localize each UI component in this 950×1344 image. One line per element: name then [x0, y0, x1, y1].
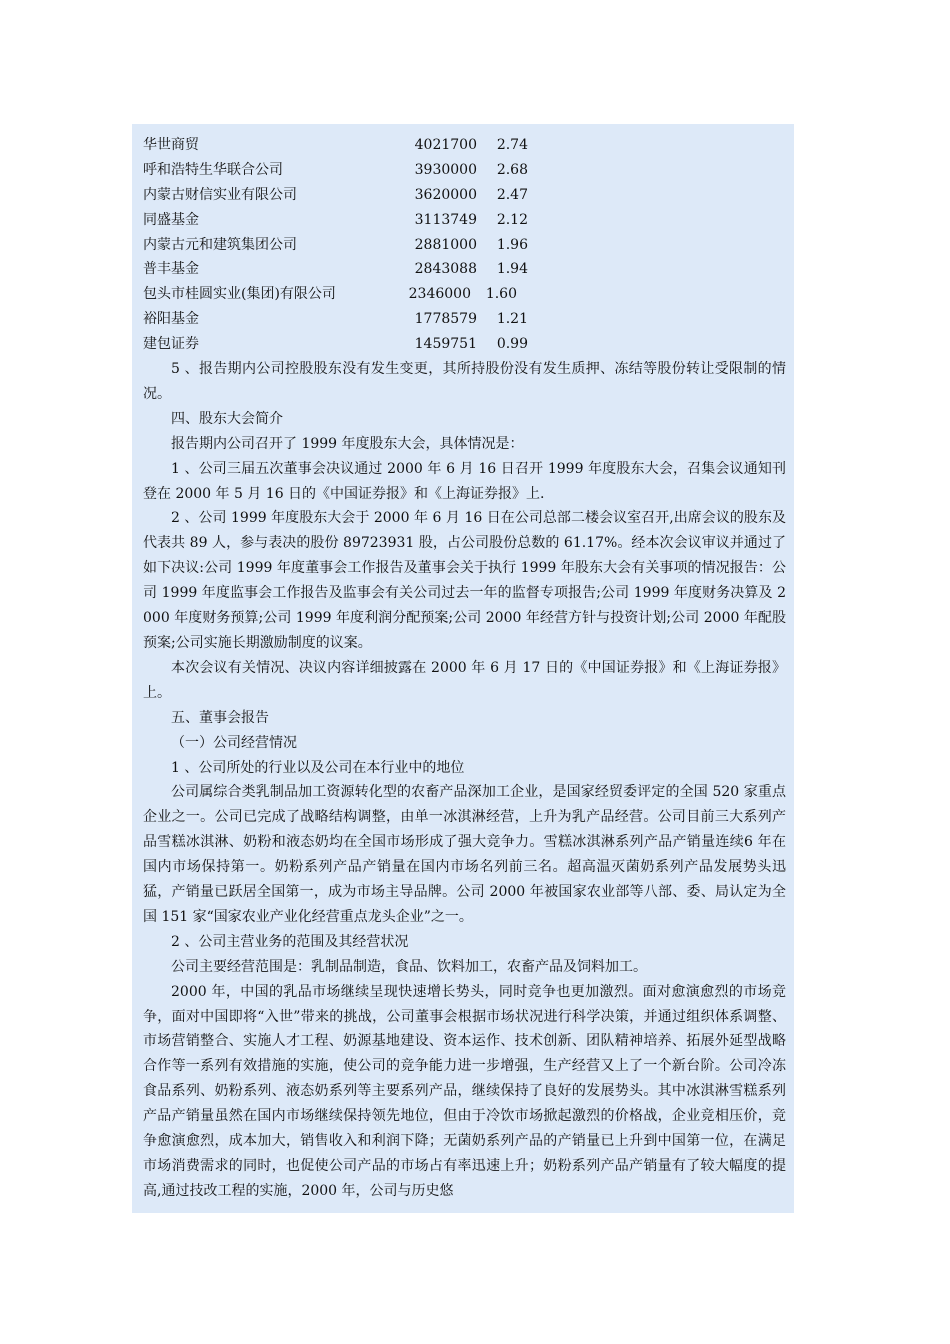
share-count: 1778579 — [414, 311, 477, 328]
paragraph-meeting-resolutions: 2 、公司 1999 年度股东大会于 2000 年 6 月 16 日在公司总部二楼会议室召开,出席会议的股东及代表共 89 人，参与表决的股份 89723931 股，占公司股份总数的 61.17%。经本次会议审议并通过了如下决议:公司 1999 年度董事会工作报告及董事会关于执行 1999 年股东大会有关事项的情况报告：公司 1999 年度监事会工作报告及监事会有关公司过去一年的监督专项报告;公司 1999 年度财务决算及 2000 年度财务预算;公司 1999 年度利润分配预案;公司 2000 年经营方针与投资计划;公司 2000 年配股预案;公司实施长期激励制度的议案。 — [143, 510, 786, 651]
share-count: 2346000 — [408, 286, 471, 303]
share-count: 2881000 — [414, 236, 477, 253]
share-count: 3620000 — [414, 186, 477, 203]
shareholder-name: 华世商贸 — [143, 137, 199, 153]
shareholder-name: 呼和浩特生华联合公司 — [143, 161, 283, 178]
share-count: 2843088 — [414, 261, 477, 278]
share-percent: 2.47 — [496, 186, 528, 203]
paragraph-market-2000: 2000 年，中国的乳品市场继续呈现快速增长势头，同时竞争也更加激烈。面对愈演愈烈的市场竞争，面对中国即将“入世”带来的挑战，公司董事会根据市场状况进行科学决策，并通过组织体系调整、市场营销整合、实施人才工程、奶源基地建设、资本运作、技术创新、团队精神培养、拓展外延型战略合作等一系列有效措施的实施，使公司的竞争能力进一步增强，生产经营又上了一个新台阶。公司冷冻食品系列、奶粉系列、液态奶系列等主要系列产品，继续保持了良好的发展势头。其中冰淇淋雪糕系列产品产销量虽然在国内市场继续保持领先地位，但由于冷饮市场掀起激烈的价格战，企业竞相压价，竞争愈演愈烈，成本加大，销售收入和利润下降；无菌奶系列产品的产销量已上升到中国第一位，在满足市场消费需求的同时，也促使公司产品的市场占有率迅速上升；奶粉系列产品产销量有了较大幅度的提高,通过技改工程的实施，2000 年，公司与历史悠 — [143, 983, 786, 1199]
paragraph-pledge-status: 5 、报告期内公司控股股东没有发生变更，其所持股份没有发生质押、冻结等股份转让受限制的情况。 — [143, 361, 786, 402]
paragraph-business-scope: 公司主要经营范围是：乳制品制造，食品、饮料加工，农畜产品及饲料加工。 — [171, 958, 647, 975]
table-row — [143, 208, 786, 233]
table-row — [143, 307, 786, 332]
paragraph-meeting-intro: 报告期内公司召开了 1999 年度股东大会，具体情况是： — [171, 435, 524, 452]
shareholder-table — [143, 133, 786, 357]
share-count: 3930000 — [414, 161, 477, 178]
share-count: 4021700 — [414, 137, 477, 153]
shareholder-name: 同盛基金 — [143, 211, 199, 228]
shareholder-name: 普丰基金 — [143, 261, 199, 278]
item-heading-business-scope: 2 、公司主营业务的范围及其经营状况 — [171, 933, 409, 950]
table-row — [143, 332, 786, 357]
table-row — [143, 233, 786, 258]
shareholder-name: 裕阳基金 — [143, 311, 199, 328]
paragraph-meeting-notice: 1 、公司三届五次董事会决议通过 2000 年 6 月 16 日召开 1999 年度股东大会，召集会议通知刊登在 2000 年 5 月 16 日的《中国证券报》和《上海证券报》上. — [143, 460, 786, 502]
table-row — [143, 282, 786, 307]
share-count: 3113749 — [414, 211, 477, 228]
item-heading-industry-position: 1 、公司所处的行业以及公司在本行业中的地位 — [171, 759, 465, 776]
shareholder-name: 建包证券 — [143, 336, 199, 353]
document-page — [132, 124, 794, 1213]
shareholder-name: 包头市桂圆实业(集团)有限公司 — [143, 286, 336, 303]
share-percent: 2.68 — [496, 161, 528, 178]
table-row — [143, 133, 786, 158]
share-percent: 1.94 — [496, 261, 528, 278]
table-row — [143, 183, 786, 208]
share-percent: 1.21 — [496, 311, 528, 328]
paragraph-industry-position: 公司属综合类乳制品加工资源转化型的农畜产品深加工企业，是国家经贸委评定的全国 520 家重点企业之一。公司已完成了战略结构调整，由单一冰淇淋经营，上升为乳产品经营。公司目前三大系列产品雪糕冰淇淋、奶粉和液态奶均在全国市场形成了强大竞争力。雪糕冰淇淋系列产品产销量连续6 年在国内市场保持第一。奶粉系列产品产销量在国内市场名列前三名。超高温灭菌奶系列产品发展势头迅猛，产销量已跃居全国第一，成为市场主导品牌。公司 2000 年被国家农业部等八部、委、局认定为全国 151 家“国家农业产业化经营重点龙头企业”之一。 — [143, 784, 786, 925]
share-count: 1459751 — [414, 336, 477, 353]
share-percent: 1.96 — [496, 236, 528, 253]
paragraph-meeting-disclosure: 本次会议有关情况、决议内容详细披露在 2000 年 6 月 17 日的《中国证券报》和《上海证券报》上。 — [143, 659, 786, 701]
share-percent: 2.74 — [496, 137, 528, 153]
share-percent: 1.60 — [485, 286, 517, 303]
share-percent: 2.12 — [496, 211, 528, 228]
section-heading-shareholder-meeting: 四、股东大会简介 — [171, 410, 283, 427]
shareholder-name: 内蒙古元和建筑集团公司 — [143, 236, 297, 253]
table-row — [143, 158, 786, 183]
share-percent: 0.99 — [496, 336, 528, 353]
subsection-heading-operations: （一）公司经营情况 — [171, 734, 297, 751]
shareholder-name: 内蒙古财信实业有限公司 — [143, 186, 297, 203]
section-heading-board-report: 五、董事会报告 — [171, 709, 269, 726]
table-row — [143, 257, 786, 282]
